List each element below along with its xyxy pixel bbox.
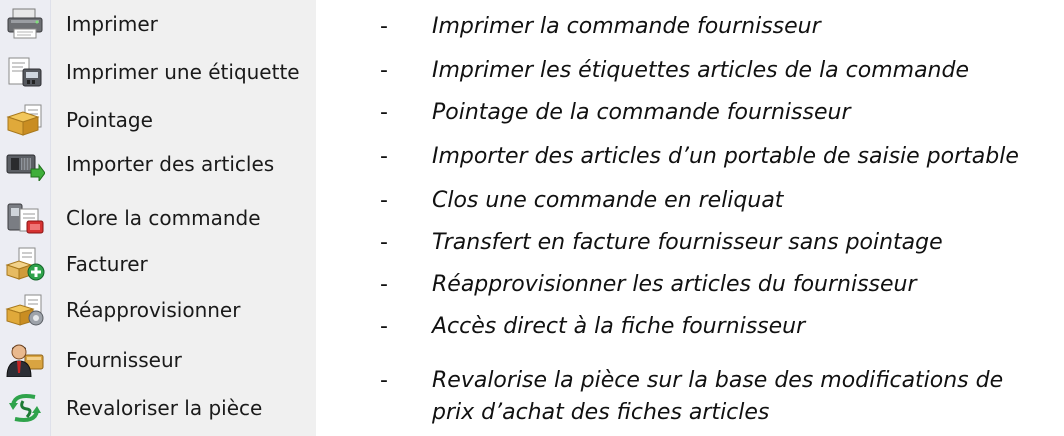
- supplier-person-icon: [5, 343, 45, 377]
- list-dash: -: [380, 314, 388, 339]
- menu-label-reapprovisionner: Réapprovisionner: [66, 298, 241, 322]
- list-dash: -: [380, 188, 388, 213]
- list-dash: -: [380, 368, 388, 393]
- description-text: Revalorise la pièce sur la base des modifications de: [432, 368, 1004, 393]
- description-text: Importer des articles d’un portable de saisie portable: [432, 144, 1019, 169]
- list-dash: -: [380, 14, 388, 39]
- menu-label-imprimer: Imprimer: [66, 12, 158, 36]
- printer-icon: [5, 7, 45, 41]
- description-text: prix d’achat des fiches articles: [432, 400, 770, 425]
- restock-icon: [5, 293, 45, 327]
- menu-item-revaloriser-piece[interactable]: [0, 388, 316, 428]
- revalue-arrows-icon: [5, 391, 45, 425]
- menu-item-imprimer-etiquette[interactable]: [0, 52, 316, 92]
- list-dash: -: [380, 144, 388, 169]
- description-text: Pointage de la commande fournisseur: [432, 100, 851, 125]
- actions-menu-panel: [0, 0, 316, 436]
- menu-label-importer-articles: Importer des articles: [66, 152, 275, 176]
- menu-label-imprimer-etiquette: Imprimer une étiquette: [66, 60, 300, 84]
- invoice-add-icon: [5, 247, 45, 281]
- description-text: Réapprovisionner les articles du fournisseur: [432, 272, 917, 297]
- list-dash: -: [380, 230, 388, 255]
- menu-item-facturer[interactable]: [0, 244, 316, 284]
- import-device-icon: [5, 147, 45, 181]
- label-print-icon: [5, 55, 45, 89]
- menu-item-pointage[interactable]: [0, 100, 316, 140]
- menu-item-reapprovisionner[interactable]: [0, 290, 316, 330]
- menu-label-revaloriser-piece: Revaloriser la pièce: [66, 396, 263, 420]
- menu-item-imprimer[interactable]: [0, 4, 316, 44]
- close-order-icon: [5, 201, 45, 235]
- menu-label-fournisseur: Fournisseur: [66, 348, 182, 372]
- list-dash: -: [380, 100, 388, 125]
- description-text: Accès direct à la fiche fournisseur: [432, 314, 806, 339]
- menu-item-fournisseur[interactable]: [0, 340, 316, 380]
- menu-label-pointage: Pointage: [66, 108, 153, 132]
- menu-item-clore-commande[interactable]: [0, 198, 316, 238]
- checkin-box-icon: [5, 103, 45, 137]
- description-text: Imprimer la commande fournisseur: [432, 14, 821, 39]
- menu-label-clore-commande: Clore la commande: [66, 206, 261, 230]
- list-dash: -: [380, 58, 388, 83]
- description-text: Transfert en facture fournisseur sans pointage: [432, 230, 943, 255]
- list-dash: -: [380, 272, 388, 297]
- menu-item-importer-articles[interactable]: [0, 144, 316, 184]
- description-text: Imprimer les étiquettes articles de la commande: [432, 58, 969, 83]
- menu-label-facturer: Facturer: [66, 252, 148, 276]
- description-text: Clos une commande en reliquat: [432, 188, 784, 213]
